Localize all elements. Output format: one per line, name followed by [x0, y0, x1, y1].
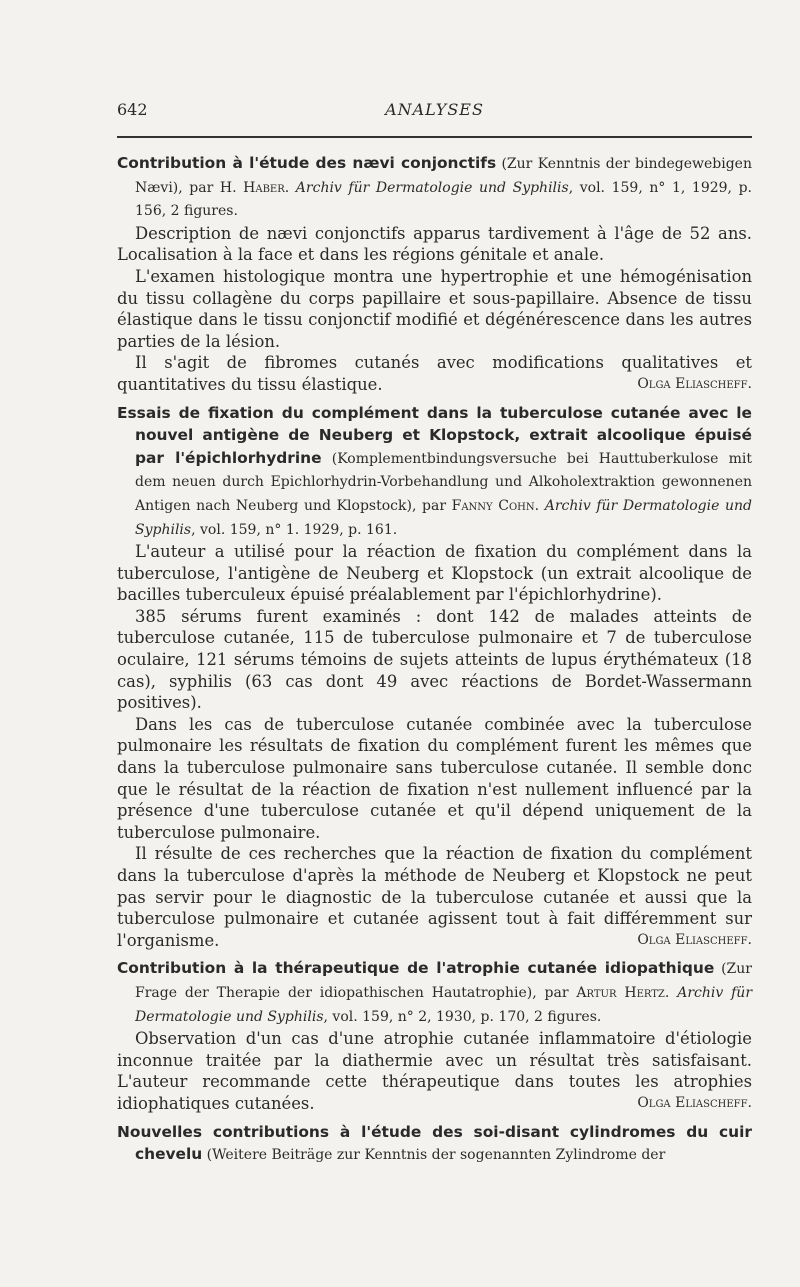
journal-name: Archiv für Dermatologie und Syphilis	[295, 179, 569, 196]
article-reference: (Weitere Beiträge zur Kenntnis der sogenannten Zylindrome der	[202, 1147, 666, 1164]
journal-details: , vol. 159, n° 2, 1930, p. 170, 2 figures.	[323, 1008, 602, 1025]
article-heading	[117, 402, 752, 542]
article	[117, 1121, 752, 1167]
paragraph	[117, 352, 752, 395]
page-number: 642	[117, 100, 148, 119]
ref-separator: .	[284, 179, 296, 196]
ref-separator: .	[534, 497, 545, 514]
article	[117, 152, 752, 396]
article-heading	[117, 957, 752, 1028]
paragraph: L'examen histologique montra une hypertrophie et une hémogénisation du tissu collagène du corps papillaire et sous-papillaire. Absence de tissu élastique dans le tissu conjonctif modifié et dégénérescence dans les autres parties de la lésion.	[117, 266, 752, 351]
article-heading	[117, 1121, 752, 1167]
article-reference: (Zur Frage der Therapie der idiopathischen Hautatrophie), par	[135, 961, 752, 1001]
paragraph: Description de nævi conjonctifs apparus tardivement à l'âge de 52 ans. Localisation à la face et dans les régions génitale et anale.	[117, 223, 752, 265]
ref-separator: .	[664, 984, 678, 1001]
journal-name: Archiv für Dermatologie und Syphilis	[135, 984, 753, 1025]
article-author: Fanny Cohn	[451, 497, 535, 514]
paragraph-text: Il résulte de ces recherches que la réaction de fixation du complément dans la tuberculose d'après la méthode de Neuberg et Klopstock ne peut pas servir pour le diagnostic de la tuberculose cutanée et aussi que la tuberculose pulmonaire et cutanée agissent tout à fait différemment sur l'organisme.	[117, 844, 752, 950]
running-header	[117, 100, 752, 126]
article	[117, 402, 752, 952]
article-author: H. Haber	[219, 179, 285, 196]
article-heading	[117, 152, 752, 223]
header-rule	[117, 136, 752, 138]
article-title: Contribution à la thérapeutique de l'atrophie cutanée idiopathique	[117, 959, 715, 978]
signature: Olga Eliascheff.	[637, 375, 752, 392]
journal-name: Archiv für Dermatologie und Syphilis	[135, 497, 752, 538]
paragraph	[117, 843, 752, 951]
paragraph: Dans les cas de tuberculose cutanée combinée avec la tuberculose pulmonaire les résultats de fixation du complément furent les mêmes que dans la tuberculose pulmonaire sans tuberculose cutanée. Il semble donc que le résultat de la réaction de fixation n'est nullement influencé par la présence d'une tuberculose cutanée et qu'il dépend uniquement de la tuberculose pulmonaire.	[117, 714, 752, 842]
article-reference: (Zur Kenntnis der bindegewebigen Nævi), par	[135, 156, 752, 196]
journal-details: , vol. 159, n° 1, 1929, p. 156, 2 figures.	[135, 179, 752, 220]
article	[117, 957, 752, 1114]
article-author: Artur Hertz	[576, 984, 665, 1001]
running-title: ANALYSES	[385, 100, 484, 119]
journal-details: , vol. 159, n° 1. 1929, p. 161.	[191, 521, 398, 538]
article-reference: (Komplementbindungsversuche bei Hauttuberkulose mit dem neuen durch Epichlorhydrin-Vorbehandlung und Alkoholextraktion gewonnenen Antigen nach Neuberg und Klopstock), par	[135, 450, 752, 514]
paragraph: L'auteur a utilisé pour la réaction de fixation du complément dans la tuberculose, l'antigène de Neuberg et Klopstock (un extrait alcoolique de bacilles tuberculeux épuisé préalablement par l'épichlorhydrine).	[117, 542, 752, 605]
page	[117, 100, 752, 1173]
paragraph-text: Observation d'un cas d'une atrophie cutanée inflammatoire d'étiologie inconnue traitée par la diathermie avec un résultat très satisfaisant. L'auteur recommande cette thérapeutique dans toutes les atrophies idiophatiques cutanées.	[117, 1029, 752, 1113]
signature: Olga Eliascheff.	[637, 931, 752, 948]
signature: Olga Eliascheff.	[637, 1094, 752, 1111]
article-title: Nouvelles contributions à l'étude des soi-disant cylindromes du cuir chevelu	[117, 1122, 752, 1164]
article-title: Contribution à l'étude des nævi conjonctifs	[117, 154, 497, 172]
paragraph	[117, 1028, 752, 1114]
paragraph-text: Il s'agit de fibromes cutanés avec modifications qualitatives et quantitatives du tissu élastique.	[117, 353, 752, 394]
article-title: Essais de fixation du complément dans la tuberculose cutanée avec le nouvel antigène de Neuberg et Klopstock, extrait alcoolique épuisé par l'épichlorhydrine	[117, 403, 752, 467]
paragraph: 385 sérums furent examinés : dont 142 de malades atteints de tuberculose cutanée, 115 de tuberculose pulmonaire et 7 de tuberculose oculaire, 121 sérums témoins de sujets atteints de lupus érythémateux (18 cas), syphilis (63 cas dont 49 avec réactions de Bordet-Wassermann positives).	[117, 606, 752, 713]
